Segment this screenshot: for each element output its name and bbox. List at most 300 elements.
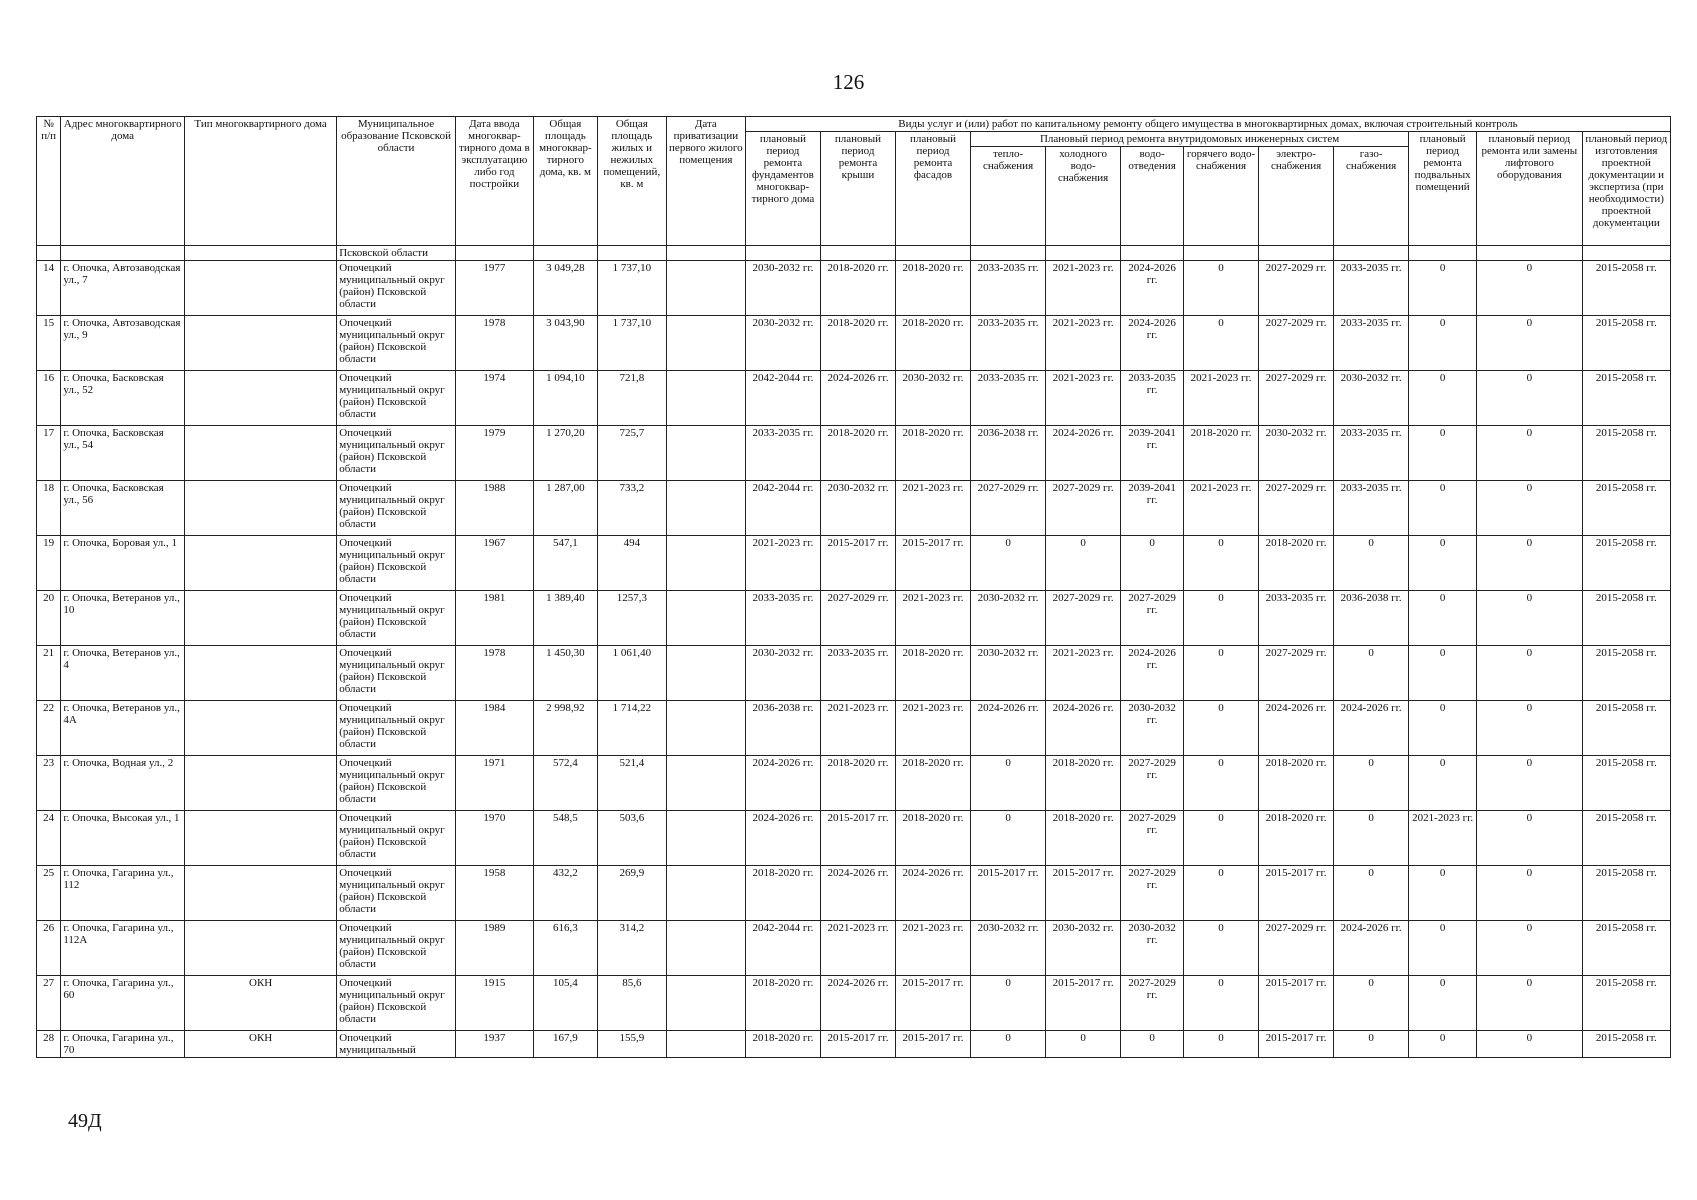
cell-elevator: 0	[1477, 701, 1582, 756]
cell-year: 1979	[455, 426, 533, 481]
cell-facade: 2024-2026 гг.	[896, 866, 971, 921]
cell-gas: 0	[1334, 756, 1409, 811]
cell-electric: 2027-2029 гг.	[1259, 316, 1334, 371]
header-total-area: Общая площадь многоквар-тирного дома, кв. м	[533, 117, 597, 246]
table-row	[37, 591, 1671, 646]
cell-privatization	[666, 866, 745, 921]
cell-cold-water: 2021-2023 гг.	[1046, 316, 1121, 371]
cell-total-area: 3 049,28	[533, 261, 597, 316]
cell-municipality: Опочецкий муниципальный округ (район) Псковской области	[337, 756, 456, 811]
header-systems-group: Плановый период ремонта внутридомовых инженерных систем	[971, 132, 1409, 147]
cell-facade: 2015-2017 гг.	[896, 536, 971, 591]
cell-foundation: 2018-2020 гг.	[745, 866, 820, 921]
cell-elevator: 0	[1477, 426, 1582, 481]
cell-gas: 0	[1334, 811, 1409, 866]
cell-privatization	[666, 316, 745, 371]
cell-sewer: 2024-2026 гг.	[1121, 646, 1184, 701]
continued-municipality: Псковской области	[337, 246, 456, 261]
header-sewer: водо-отведения	[1121, 147, 1184, 246]
cell-hot-water: 0	[1184, 811, 1259, 866]
table-row	[37, 536, 1671, 591]
header-privatization-date: Дата приватизации первого жилого помещения	[666, 117, 745, 246]
cell-municipality: Опочецкий муниципальный округ (район) Псковской области	[337, 591, 456, 646]
cell-roof: 2018-2020 гг.	[820, 426, 895, 481]
cell-hot-water: 0	[1184, 976, 1259, 1031]
cell-heat: 2030-2032 гг.	[971, 646, 1046, 701]
cell-roof: 2021-2023 гг.	[820, 921, 895, 976]
cell-roof: 2018-2020 гг.	[820, 261, 895, 316]
cell-living-area: 1 737,10	[597, 316, 666, 371]
cell-design-docs: 2015-2058 гг.	[1582, 976, 1670, 1031]
cell-year: 1915	[455, 976, 533, 1031]
cell-type	[185, 316, 337, 371]
cell-design-docs: 2015-2058 гг.	[1582, 646, 1670, 701]
cell-total-area: 3 043,90	[533, 316, 597, 371]
cell-municipality: Опочецкий муниципальный округ (район) Псковской области	[337, 536, 456, 591]
cell-type	[185, 921, 337, 976]
cell-hot-water: 2018-2020 гг.	[1184, 426, 1259, 481]
table-row	[37, 976, 1671, 1031]
cell-facade: 2018-2020 гг.	[896, 646, 971, 701]
cell-cold-water: 2021-2023 гг.	[1046, 646, 1121, 701]
cell-privatization	[666, 261, 745, 316]
cell-facade: 2030-2032 гг.	[896, 371, 971, 426]
header-hot-water: горячего водо-снабжения	[1184, 147, 1259, 246]
cell-roof: 2024-2026 гг.	[820, 976, 895, 1031]
cell-living-area: 721,8	[597, 371, 666, 426]
cell-heat: 2024-2026 гг.	[971, 701, 1046, 756]
cell-foundation: 2042-2044 гг.	[745, 481, 820, 536]
cell-living-area: 1 737,10	[597, 261, 666, 316]
cell-sewer: 0	[1121, 536, 1184, 591]
cell-sewer: 2024-2026 гг.	[1121, 316, 1184, 371]
cell-address: г. Опочка, Ветеранов ул., 4	[61, 646, 185, 701]
cell-living-area: 1 714,22	[597, 701, 666, 756]
cell-total-area: 432,2	[533, 866, 597, 921]
cell-elevator: 0	[1477, 866, 1582, 921]
cell-gas: 2033-2035 гг.	[1334, 261, 1409, 316]
cell-num: 23	[37, 756, 61, 811]
cell-year: 1984	[455, 701, 533, 756]
cell-heat: 2030-2032 гг.	[971, 921, 1046, 976]
cell-electric: 2027-2029 гг.	[1259, 371, 1334, 426]
header-basement: плановый период ремонта подвальных помещений	[1409, 132, 1477, 246]
cell-hot-water: 0	[1184, 921, 1259, 976]
cell-hot-water: 2021-2023 гг.	[1184, 371, 1259, 426]
header-elevator: плановый период ремонта или замены лифтового оборудования	[1477, 132, 1582, 246]
cell-heat: 2030-2032 гг.	[971, 591, 1046, 646]
cell-total-area: 1 287,00	[533, 481, 597, 536]
cell-type	[185, 426, 337, 481]
cell-design-docs: 2015-2058 гг.	[1582, 481, 1670, 536]
table-row	[37, 261, 1671, 316]
cell-gas: 0	[1334, 1031, 1409, 1058]
cell-electric: 2033-2035 гг.	[1259, 591, 1334, 646]
cell-electric: 2027-2029 гг.	[1259, 481, 1334, 536]
header-design-docs: плановый период изготовления проектной документации и экспертиза (при необходимости) проектной документации	[1582, 132, 1670, 246]
cell-gas: 2033-2035 гг.	[1334, 316, 1409, 371]
cell-sewer: 2027-2029 гг.	[1121, 591, 1184, 646]
cell-municipality: Опочецкий муниципальный	[337, 1031, 456, 1058]
cell-facade: 2021-2023 гг.	[896, 921, 971, 976]
table-row	[37, 921, 1671, 976]
table-body	[37, 246, 1671, 1058]
cell-hot-water: 0	[1184, 261, 1259, 316]
cell-year: 1937	[455, 1031, 533, 1058]
cell-municipality: Опочецкий муниципальный округ (район) Псковской области	[337, 426, 456, 481]
cell-cold-water: 2015-2017 гг.	[1046, 866, 1121, 921]
cell-elevator: 0	[1477, 481, 1582, 536]
cell-electric: 2018-2020 гг.	[1259, 536, 1334, 591]
cell-address: г. Опочка, Водная ул., 2	[61, 756, 185, 811]
cell-elevator: 0	[1477, 976, 1582, 1031]
cell-basement: 0	[1409, 646, 1477, 701]
cell-design-docs: 2015-2058 гг.	[1582, 921, 1670, 976]
cell-facade: 2018-2020 гг.	[896, 756, 971, 811]
cell-address: г. Опочка, Гагарина ул., 112	[61, 866, 185, 921]
table-row	[37, 371, 1671, 426]
cell-design-docs: 2015-2058 гг.	[1582, 261, 1670, 316]
cell-type	[185, 756, 337, 811]
cell-basement: 0	[1409, 701, 1477, 756]
cell-address: г. Опочка, Гагарина ул., 60	[61, 976, 185, 1031]
cell-facade: 2018-2020 гг.	[896, 811, 971, 866]
cell-municipality: Опочецкий муниципальный округ (район) Псковской области	[337, 976, 456, 1031]
header-heat: тепло-снабжения	[971, 147, 1046, 246]
cell-num: 24	[37, 811, 61, 866]
cell-municipality: Опочецкий муниципальный округ (район) Псковской области	[337, 481, 456, 536]
header-cold-water: холодного водо-снабжения	[1046, 147, 1121, 246]
cell-total-area: 105,4	[533, 976, 597, 1031]
cell-hot-water: 0	[1184, 866, 1259, 921]
header-municipality: Муниципальное образование Псковской области	[337, 117, 456, 246]
cell-sewer: 2030-2032 гг.	[1121, 921, 1184, 976]
cell-year: 1958	[455, 866, 533, 921]
cell-foundation: 2033-2035 гг.	[745, 426, 820, 481]
cell-address: г. Опочка, Басковская ул., 56	[61, 481, 185, 536]
cell-privatization	[666, 591, 745, 646]
cell-elevator: 0	[1477, 756, 1582, 811]
cell-living-area: 1257,3	[597, 591, 666, 646]
cell-privatization	[666, 371, 745, 426]
cell-roof: 2033-2035 гг.	[820, 646, 895, 701]
cell-address: г. Опочка, Гагарина ул., 112А	[61, 921, 185, 976]
cell-facade: 2018-2020 гг.	[896, 426, 971, 481]
header-works-group: Виды услуг и (или) работ по капитальному ремонту общего имущества в многоквартирных домах, включая строительный контроль	[745, 117, 1670, 132]
cell-facade: 2015-2017 гг.	[896, 1031, 971, 1058]
cell-num: 28	[37, 1031, 61, 1058]
cell-basement: 0	[1409, 261, 1477, 316]
cell-privatization	[666, 536, 745, 591]
cell-num: 18	[37, 481, 61, 536]
cell-municipality: Опочецкий муниципальный округ (район) Псковской области	[337, 646, 456, 701]
cell-year: 1971	[455, 756, 533, 811]
cell-design-docs: 2015-2058 гг.	[1582, 316, 1670, 371]
cell-sewer: 2039-2041 гг.	[1121, 426, 1184, 481]
cell-living-area: 733,2	[597, 481, 666, 536]
cell-foundation: 2033-2035 гг.	[745, 591, 820, 646]
cell-year: 1988	[455, 481, 533, 536]
cell-num: 27	[37, 976, 61, 1031]
cell-roof: 2027-2029 гг.	[820, 591, 895, 646]
cell-design-docs: 2015-2058 гг.	[1582, 866, 1670, 921]
cell-hot-water: 0	[1184, 701, 1259, 756]
cell-design-docs: 2015-2058 гг.	[1582, 701, 1670, 756]
cell-municipality: Опочецкий муниципальный округ (район) Псковской области	[337, 701, 456, 756]
cell-gas: 2030-2032 гг.	[1334, 371, 1409, 426]
cell-basement: 0	[1409, 591, 1477, 646]
cell-foundation: 2018-2020 гг.	[745, 976, 820, 1031]
cell-gas: 2024-2026 гг.	[1334, 701, 1409, 756]
table-row	[37, 866, 1671, 921]
cell-foundation: 2021-2023 гг.	[745, 536, 820, 591]
cell-elevator: 0	[1477, 921, 1582, 976]
cell-electric: 2027-2029 гг.	[1259, 921, 1334, 976]
cell-sewer: 2027-2029 гг.	[1121, 866, 1184, 921]
cell-design-docs: 2015-2058 гг.	[1582, 426, 1670, 481]
table-row	[37, 426, 1671, 481]
cell-total-area: 1 450,30	[533, 646, 597, 701]
header-living-area: Общая площадь жилых и нежилых помещений, кв. м	[597, 117, 666, 246]
cell-facade: 2018-2020 гг.	[896, 316, 971, 371]
cell-total-area: 616,3	[533, 921, 597, 976]
cell-roof: 2015-2017 гг.	[820, 1031, 895, 1058]
cell-elevator: 0	[1477, 1031, 1582, 1058]
cell-total-area: 1 094,10	[533, 371, 597, 426]
cell-total-area: 572,4	[533, 756, 597, 811]
cell-cold-water: 0	[1046, 536, 1121, 591]
cell-living-area: 85,6	[597, 976, 666, 1031]
cell-basement: 2021-2023 гг.	[1409, 811, 1477, 866]
cell-num: 17	[37, 426, 61, 481]
cell-hot-water: 0	[1184, 536, 1259, 591]
cell-type	[185, 701, 337, 756]
cell-elevator: 0	[1477, 646, 1582, 701]
cell-foundation: 2036-2038 гг.	[745, 701, 820, 756]
cell-type	[185, 261, 337, 316]
cell-year: 1970	[455, 811, 533, 866]
cell-privatization	[666, 921, 745, 976]
header-type: Тип многоквартирного дома	[185, 117, 337, 246]
cell-basement: 0	[1409, 756, 1477, 811]
cell-num: 22	[37, 701, 61, 756]
cell-gas: 0	[1334, 866, 1409, 921]
cell-gas: 2033-2035 гг.	[1334, 481, 1409, 536]
cell-year: 1989	[455, 921, 533, 976]
cell-heat: 0	[971, 976, 1046, 1031]
page-number: 126	[832, 70, 865, 94]
cell-elevator: 0	[1477, 591, 1582, 646]
cell-sewer: 2039-2041 гг.	[1121, 481, 1184, 536]
table-row	[37, 756, 1671, 811]
cell-address: г. Опочка, Боровая ул., 1	[61, 536, 185, 591]
header-num: № п/п	[37, 117, 61, 246]
cell-facade: 2021-2023 гг.	[896, 701, 971, 756]
cell-address: г. Опочка, Басковская ул., 52	[61, 371, 185, 426]
cell-living-area: 314,2	[597, 921, 666, 976]
cell-design-docs: 2015-2058 гг.	[1582, 756, 1670, 811]
cell-year: 1978	[455, 646, 533, 701]
cell-type	[185, 481, 337, 536]
cell-design-docs: 2015-2058 гг.	[1582, 1031, 1670, 1058]
cell-roof: 2015-2017 гг.	[820, 811, 895, 866]
cell-cold-water: 2024-2026 гг.	[1046, 426, 1121, 481]
cell-type	[185, 811, 337, 866]
cell-hot-water: 2021-2023 гг.	[1184, 481, 1259, 536]
cell-basement: 0	[1409, 371, 1477, 426]
cell-basement: 0	[1409, 921, 1477, 976]
cell-type	[185, 866, 337, 921]
cell-privatization	[666, 976, 745, 1031]
cell-type	[185, 591, 337, 646]
cell-facade: 2021-2023 гг.	[896, 481, 971, 536]
cell-privatization	[666, 481, 745, 536]
cell-sewer: 0	[1121, 1031, 1184, 1058]
cell-living-area: 503,6	[597, 811, 666, 866]
cell-privatization	[666, 646, 745, 701]
footer-code: 49Д	[68, 1110, 102, 1132]
cell-living-area: 1 061,40	[597, 646, 666, 701]
cell-electric: 2018-2020 гг.	[1259, 756, 1334, 811]
cell-foundation: 2030-2032 гг.	[745, 261, 820, 316]
cell-electric: 2027-2029 гг.	[1259, 261, 1334, 316]
cell-living-area: 155,9	[597, 1031, 666, 1058]
cell-sewer: 2027-2029 гг.	[1121, 811, 1184, 866]
table-row	[37, 701, 1671, 756]
cell-num: 15	[37, 316, 61, 371]
cell-type: ОКН	[185, 976, 337, 1031]
table-row-continued	[37, 246, 1671, 261]
cell-type	[185, 371, 337, 426]
cell-gas: 2024-2026 гг.	[1334, 921, 1409, 976]
cell-heat: 2033-2035 гг.	[971, 371, 1046, 426]
cell-gas: 2033-2035 гг.	[1334, 426, 1409, 481]
cell-cold-water: 2018-2020 гг.	[1046, 811, 1121, 866]
table-row	[37, 481, 1671, 536]
cell-total-area: 1 389,40	[533, 591, 597, 646]
cell-cold-water: 2021-2023 гг.	[1046, 261, 1121, 316]
cell-cold-water: 2018-2020 гг.	[1046, 756, 1121, 811]
cell-municipality: Опочецкий муниципальный округ (район) Псковской области	[337, 371, 456, 426]
cell-total-area: 548,5	[533, 811, 597, 866]
cell-municipality: Опочецкий муниципальный округ (район) Псковской области	[337, 866, 456, 921]
cell-sewer: 2024-2026 гг.	[1121, 261, 1184, 316]
cell-foundation: 2024-2026 гг.	[745, 756, 820, 811]
header-facade: плановый период ремонта фасадов	[896, 132, 971, 246]
cell-design-docs: 2015-2058 гг.	[1582, 811, 1670, 866]
cell-roof: 2024-2026 гг.	[820, 866, 895, 921]
cell-heat: 0	[971, 756, 1046, 811]
cell-facade: 2021-2023 гг.	[896, 591, 971, 646]
cell-facade: 2015-2017 гг.	[896, 976, 971, 1031]
cell-address: г. Опочка, Басковская ул., 54	[61, 426, 185, 481]
cell-living-area: 725,7	[597, 426, 666, 481]
cell-roof: 2021-2023 гг.	[820, 701, 895, 756]
cell-living-area: 521,4	[597, 756, 666, 811]
cell-foundation: 2042-2044 гг.	[745, 921, 820, 976]
cell-basement: 0	[1409, 426, 1477, 481]
cell-elevator: 0	[1477, 811, 1582, 866]
cell-heat: 2033-2035 гг.	[971, 316, 1046, 371]
cell-type: ОКН	[185, 1031, 337, 1058]
header-electric: электро-снабжения	[1259, 147, 1334, 246]
cell-address: г. Опочка, Автозаводская ул., 7	[61, 261, 185, 316]
cell-year: 1967	[455, 536, 533, 591]
cell-electric: 2024-2026 гг.	[1259, 701, 1334, 756]
cell-design-docs: 2015-2058 гг.	[1582, 591, 1670, 646]
cell-basement: 0	[1409, 316, 1477, 371]
table-row	[37, 811, 1671, 866]
header-commission-date: Дата ввода многоквар-тирного дома в эксплуатацию либо год постройки	[455, 117, 533, 246]
header-roof: плановый период ремонта крыши	[820, 132, 895, 246]
cell-cold-water: 0	[1046, 1031, 1121, 1058]
cell-heat: 0	[971, 811, 1046, 866]
cell-gas: 0	[1334, 646, 1409, 701]
cell-address: г. Опочка, Ветеранов ул., 4А	[61, 701, 185, 756]
cell-living-area: 494	[597, 536, 666, 591]
cell-privatization	[666, 756, 745, 811]
cell-num: 16	[37, 371, 61, 426]
cell-basement: 0	[1409, 481, 1477, 536]
cell-electric: 2027-2029 гг.	[1259, 646, 1334, 701]
cell-electric: 2015-2017 гг.	[1259, 866, 1334, 921]
table-row	[37, 1031, 1671, 1058]
cell-total-area: 167,9	[533, 1031, 597, 1058]
cell-heat: 0	[971, 536, 1046, 591]
cell-sewer: 2030-2032 гг.	[1121, 701, 1184, 756]
cell-privatization	[666, 426, 745, 481]
cell-foundation: 2018-2020 гг.	[745, 1031, 820, 1058]
cell-heat: 2027-2029 гг.	[971, 481, 1046, 536]
cell-foundation: 2030-2032 гг.	[745, 316, 820, 371]
cell-heat: 0	[971, 1031, 1046, 1058]
cell-privatization	[666, 811, 745, 866]
cell-sewer: 2033-2035 гг.	[1121, 371, 1184, 426]
cell-num: 20	[37, 591, 61, 646]
cell-privatization	[666, 1031, 745, 1058]
cell-municipality: Опочецкий муниципальный округ (район) Псковской области	[337, 811, 456, 866]
cell-hot-water: 0	[1184, 591, 1259, 646]
cell-foundation: 2042-2044 гг.	[745, 371, 820, 426]
cell-electric: 2018-2020 гг.	[1259, 811, 1334, 866]
cell-design-docs: 2015-2058 гг.	[1582, 536, 1670, 591]
cell-foundation: 2024-2026 гг.	[745, 811, 820, 866]
cell-sewer: 2027-2029 гг.	[1121, 976, 1184, 1031]
capital-repair-table	[36, 116, 1671, 1058]
cell-electric: 2015-2017 гг.	[1259, 1031, 1334, 1058]
cell-roof: 2030-2032 гг.	[820, 481, 895, 536]
cell-address: г. Опочка, Гагарина ул., 70	[61, 1031, 185, 1058]
cell-heat: 2033-2035 гг.	[971, 261, 1046, 316]
cell-hot-water: 0	[1184, 646, 1259, 701]
cell-privatization	[666, 701, 745, 756]
cell-address: г. Опочка, Ветеранов ул., 10	[61, 591, 185, 646]
cell-num: 25	[37, 866, 61, 921]
cell-municipality: Опочецкий муниципальный округ (район) Псковской области	[337, 261, 456, 316]
cell-year: 1974	[455, 371, 533, 426]
cell-design-docs: 2015-2058 гг.	[1582, 371, 1670, 426]
cell-year: 1977	[455, 261, 533, 316]
cell-num: 19	[37, 536, 61, 591]
cell-elevator: 0	[1477, 316, 1582, 371]
cell-address: г. Опочка, Высокая ул., 1	[61, 811, 185, 866]
cell-num: 21	[37, 646, 61, 701]
cell-electric: 2015-2017 гг.	[1259, 976, 1334, 1031]
cell-gas: 2036-2038 гг.	[1334, 591, 1409, 646]
cell-num: 26	[37, 921, 61, 976]
cell-cold-water: 2030-2032 гг.	[1046, 921, 1121, 976]
cell-hot-water: 0	[1184, 1031, 1259, 1058]
